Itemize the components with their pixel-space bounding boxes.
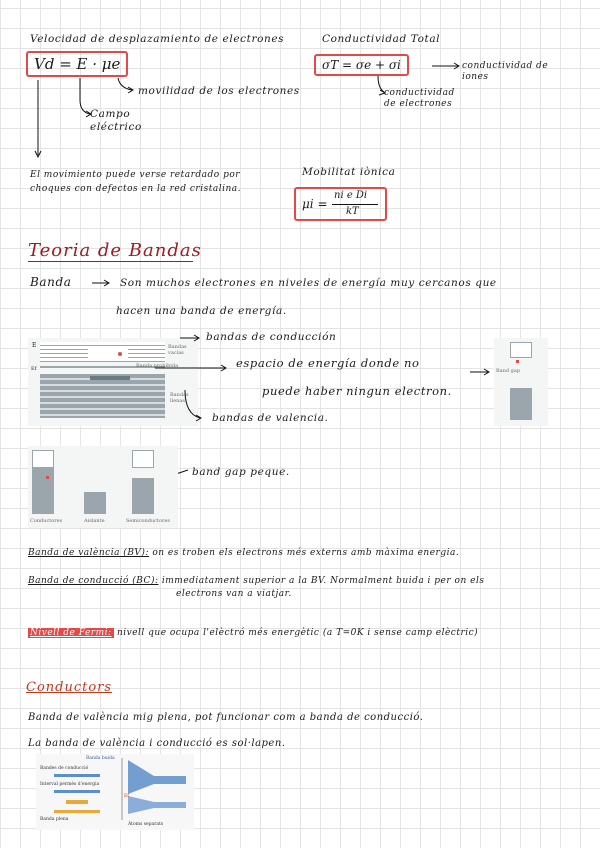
definition-valence-text: on es troben els electrons més externs amb màxima energia. <box>152 548 460 558</box>
ef-label: Ef <box>124 794 129 799</box>
valence-highlight <box>90 376 130 380</box>
empty-band-label: Banda buida <box>86 756 115 761</box>
band-diagram-figure <box>28 338 198 426</box>
ionic-mobility-formula <box>294 187 387 221</box>
gap-label-line1: espacio de energía donde no <box>236 356 420 370</box>
definition-conduction <box>28 576 484 587</box>
valence-bands-label: bandas de valencia. <box>212 412 329 424</box>
total-conductivity-heading: Conductividad Total <box>322 33 441 45</box>
band-overlap-shapes <box>36 754 194 830</box>
conduction-box <box>510 342 532 358</box>
drift-velocity-heading: Velocidad de desplazamiento de electrones <box>30 33 285 45</box>
electronic-conductivity-label: conductividad de electrones <box>384 88 455 109</box>
conductor-electron <box>46 476 49 479</box>
total-conductivity-formula: σT = σe + σi <box>314 54 409 76</box>
field-label: Campo eléctrico <box>90 108 142 133</box>
overlap-label: Bandes de conducció <box>40 766 89 771</box>
mobility-label: movilidad de los electrones <box>138 85 300 97</box>
definition-conduction-term: Banda de conducció (BC): <box>28 576 159 586</box>
axis-label: Àtoms separats <box>128 822 164 827</box>
fraction-bar <box>332 204 378 205</box>
band-term: Banda <box>30 275 72 289</box>
band-definition-line2: hacen una banda de energía. <box>116 305 287 317</box>
electron-marker <box>516 360 519 363</box>
motion-note: El movimiento puede verse retardado por choques con defectos en la red cristalina. <box>30 170 241 194</box>
conductors-line1: Banda de valència mig plena, pot funcionar com a banda de conducció. <box>28 712 424 723</box>
small-gap-label: band gap peque. <box>192 466 290 478</box>
definition-fermi-term: Nivell de Fermi: <box>30 628 112 638</box>
semiconductor-bar <box>132 478 154 514</box>
ionic-conductivity-label: conductividad de iones <box>462 61 549 82</box>
conduction-bands-label: bandas de conducción <box>206 331 337 343</box>
ionic-mobility-heading: Mobilitat iònica <box>302 166 396 178</box>
interval-label: Interval permès d'energia <box>40 782 100 787</box>
definition-fermi-text: nivell que ocupa l'elèctró més energètic (a T=0K i sense camp elèctric) <box>116 628 479 638</box>
semiconductor-top <box>132 450 154 468</box>
formula-denominator: kT <box>346 206 359 217</box>
full-bands <box>40 374 165 418</box>
fermi-axis-label: Ef <box>31 366 37 372</box>
full-band-label: Banda plena <box>40 817 69 822</box>
conductor-energy-figure <box>36 754 194 830</box>
full-bands-label: Bandas llenas <box>170 392 189 404</box>
empty-bands-label: Bandas vacías <box>168 344 187 356</box>
empty-band-highlight <box>88 346 128 360</box>
band-definition-line1: Son muchos electrones en niveles de energía muy cercanos que <box>120 277 497 289</box>
band-theory-title: Teoria de Bandas <box>28 240 202 261</box>
definition-valence-term: Banda de valència (BV): <box>28 548 149 558</box>
band-gap-figure <box>494 338 548 426</box>
electron-dot <box>118 352 122 356</box>
title-underline <box>28 261 193 262</box>
forbidden-band-label: Banda prohibida <box>136 363 179 369</box>
semiconductor-label: Semiconductores <box>126 518 170 524</box>
conductor-label: Conductores <box>30 518 63 524</box>
definition-valence <box>28 548 459 559</box>
drift-velocity-formula: Vd = E · μe <box>26 51 128 77</box>
definition-conduction-text2: electrons van a viatjar. <box>176 589 292 599</box>
gap-label-line2: puede haber ningun electron. <box>262 384 452 398</box>
band-gap-label: Band gap <box>496 368 521 374</box>
insulator-bar <box>84 492 106 514</box>
conductors-line2: La banda de valència i conducció es sol·lapen. <box>28 738 286 749</box>
formula-numerator: ni e Di <box>334 190 368 201</box>
material-comparison-figure <box>28 446 178 528</box>
conductors-title: Conductors <box>26 680 113 695</box>
insulator-label: Aislante <box>84 518 105 524</box>
conductor-top <box>32 450 54 468</box>
definition-conduction-text: immediatament superior a la BV. Normalment buida i per on els <box>161 576 485 586</box>
energy-axis-label: E <box>32 342 37 349</box>
definition-fermi <box>28 628 478 639</box>
formula-lhs: μi = <box>302 197 328 211</box>
valence-box <box>510 388 532 420</box>
